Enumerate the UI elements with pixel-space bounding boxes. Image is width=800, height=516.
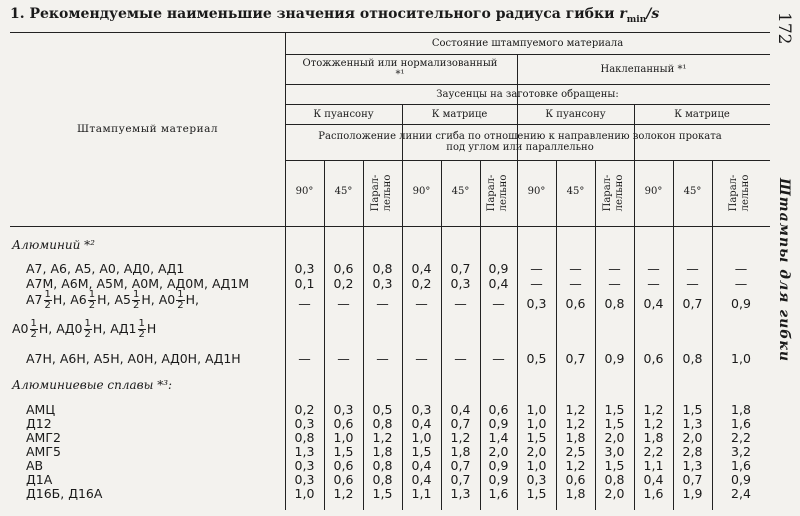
half-fraction — [138, 319, 146, 340]
table-cell: 1,0 — [294, 486, 315, 501]
table-cell: 1,9 — [682, 486, 703, 501]
table-cell: 0,8 — [372, 416, 393, 431]
table-cell: 0,3 — [450, 276, 471, 291]
angle-header-45: 45° — [566, 185, 585, 197]
table-cell: 0,5 — [372, 402, 393, 417]
table-cell: 3,0 — [604, 444, 625, 459]
fraction-denominator: 2 — [138, 329, 145, 340]
table-cell: — — [530, 261, 543, 276]
table-cell: 1,5 — [526, 430, 547, 445]
table-cell: 0,9 — [488, 261, 509, 276]
table-cell: 0,3 — [333, 402, 354, 417]
row-label-part: Н, А6 — [52, 292, 87, 307]
half-fraction — [84, 319, 92, 340]
table-cell: 0,7 — [682, 472, 703, 487]
fraction-numerator: 1 — [30, 318, 37, 329]
table-cell: — — [492, 296, 505, 311]
fraction-numerator: 1 — [132, 289, 140, 300]
table-cell: 2,2 — [643, 444, 664, 459]
to-die-header-a: К матрице — [431, 108, 488, 120]
table-cell: — — [454, 351, 467, 366]
angle-header-45: 45° — [451, 185, 470, 197]
table-cell: 2,0 — [682, 430, 703, 445]
table-cell: 0,6 — [565, 296, 586, 311]
fraction-numerator: 1 — [88, 289, 96, 300]
running-header: Штампы для гибки — [776, 178, 792, 363]
half-fraction — [132, 290, 140, 311]
table-cell: 0,9 — [488, 416, 509, 431]
table-cell: 0,6 — [643, 351, 664, 366]
to-die-header-b: К матрице — [674, 108, 730, 120]
table-cell: — — [686, 276, 699, 291]
table-cell: — — [647, 261, 660, 276]
row-label: АМГ2 — [26, 430, 61, 445]
table-cell: 1,5 — [526, 486, 547, 501]
angle-header-parallel: Парал- лельно — [601, 174, 625, 212]
table-cell: — — [647, 276, 660, 291]
table-cell: 2,4 — [731, 486, 751, 501]
table-cell: 0,2 — [333, 276, 354, 291]
table-cell: 0,7 — [682, 296, 703, 311]
table-cell: 0,3 — [526, 296, 547, 311]
table-cell: 1,0 — [333, 430, 354, 445]
fraction-denominator: 2 — [177, 300, 184, 311]
work-hardened-header: Наклепанный *¹ — [600, 63, 687, 75]
table-cell: 0,9 — [488, 472, 509, 487]
table-cell: 1,4 — [488, 430, 509, 445]
fraction-numerator: 1 — [84, 318, 91, 329]
fraction-denominator: 2 — [88, 300, 96, 311]
table-cell: 1,0 — [731, 351, 751, 366]
table-cell: 1,2 — [643, 402, 664, 417]
table-cell: 0,3 — [294, 472, 315, 487]
table-cell: 1,1 — [411, 486, 432, 501]
table-cell: 0,9 — [731, 296, 751, 311]
angle-header-90: 90° — [644, 185, 663, 197]
row-label-part: Н, АД0 — [38, 321, 83, 336]
header-rule-5 — [285, 160, 770, 161]
table-cell: 0,3 — [411, 402, 432, 417]
row-label: АМЦ — [26, 402, 56, 417]
table-cell: 1,5 — [682, 402, 703, 417]
angle-header-parallel: Парал- лельно — [369, 174, 393, 212]
table-cell: 0,6 — [565, 472, 586, 487]
table-cell: 0,6 — [333, 472, 354, 487]
row-label-part: Н, А0 — [141, 292, 176, 307]
table-cell: 0,8 — [682, 351, 703, 366]
table-cell: 1,2 — [372, 430, 393, 445]
table-cell: 0,1 — [294, 276, 315, 291]
material-column-header: Штампуемый материал — [76, 122, 219, 135]
table-cell: 1,5 — [604, 402, 625, 417]
table-cell: 1,2 — [450, 430, 471, 445]
fraction-numerator: 1 — [44, 289, 51, 300]
table-cell: 1,5 — [333, 444, 354, 459]
bend-line-header: Расположение линии сгиба по отношению к направлению волокон проката под углом или параллельно — [318, 131, 722, 153]
table-cell: 1,3 — [682, 416, 703, 431]
page-number: 172 — [774, 12, 794, 45]
table-cell: — — [415, 351, 428, 366]
table-cell: 1,2 — [333, 486, 354, 501]
table-cell: — — [686, 261, 699, 276]
table-cell: — — [376, 296, 389, 311]
row-label: Д12 — [26, 416, 52, 431]
table-cell: — — [492, 351, 505, 366]
header-bottom-rule — [10, 226, 770, 227]
group-label-alloys: Алюминиевые сплавы *³: — [12, 378, 173, 392]
table-cell: — — [298, 351, 311, 366]
fraction-denominator: 2 — [132, 300, 140, 311]
angle-header-90: 90° — [412, 185, 431, 197]
angle-header-90: 90° — [295, 185, 314, 197]
table-cell: 1,5 — [604, 458, 625, 473]
table-cell: 0,3 — [294, 458, 315, 473]
row-label: Д16Б, Д16А — [26, 486, 103, 501]
table-cell: 1,8 — [731, 402, 751, 417]
table-cell: — — [298, 296, 311, 311]
table-cell: 0,8 — [372, 472, 393, 487]
table-cell: 1,0 — [411, 430, 432, 445]
row-label: АВ — [26, 458, 44, 473]
table-cell: 1,2 — [565, 458, 586, 473]
table-cell: 1,0 — [526, 458, 547, 473]
half-fraction — [44, 290, 52, 311]
table-cell: 1,8 — [643, 430, 664, 445]
table-cell: — — [376, 351, 389, 366]
table-cell: 0,9 — [731, 472, 751, 487]
table-cell: 2,0 — [488, 444, 509, 459]
row-label: А7М, А6М, А5М, А0М, АД0М, АД1М — [26, 276, 249, 291]
row-label-part: Н, — [185, 292, 199, 307]
table-cell: 1,3 — [450, 486, 471, 501]
table-cell: 2,2 — [731, 430, 751, 445]
fraction-numerator: 1 — [138, 318, 145, 329]
table-cell: 0,7 — [450, 416, 471, 431]
table-cell: — — [608, 276, 621, 291]
table-cell: 0,8 — [372, 458, 393, 473]
table-cell: 0,4 — [450, 402, 471, 417]
half-fraction — [88, 290, 96, 311]
table-cell: 0,4 — [411, 261, 432, 276]
row-label: АМГ5 — [26, 444, 61, 459]
row-label-part: Н, А5 — [97, 292, 131, 307]
row-label — [12, 319, 156, 340]
table-cell: 1,8 — [372, 444, 393, 459]
table-cell: 2,5 — [565, 444, 586, 459]
angle-header-45: 45° — [334, 185, 353, 197]
table-cell: 0,6 — [333, 458, 354, 473]
table-cell: 0,8 — [604, 296, 625, 311]
table-title: 1. Рекомендуемые наименьшие значения относительного радиуса гибки $r_{min}/s$ — [10, 6, 660, 25]
table-cell: 1,2 — [565, 402, 586, 417]
table-cell: 1,2 — [565, 416, 586, 431]
table-cell: 0,6 — [488, 402, 509, 417]
fraction-numerator: 1 — [177, 289, 184, 300]
angle-header-90: 90° — [527, 185, 546, 197]
table-cell: 1,8 — [450, 444, 471, 459]
fraction-denominator: 2 — [30, 329, 37, 340]
table-cell: 0,9 — [604, 351, 625, 366]
row-label: А7Н, А6Н, А5Н, А0Н, АД0Н, АД1Н — [26, 351, 241, 366]
burrs-header: Заусенцы на заготовке обращены: — [436, 88, 619, 100]
row-label-part: Н, АД1 — [92, 321, 137, 336]
table-cell: 1,3 — [682, 458, 703, 473]
table-cell: 0,5 — [526, 351, 547, 366]
angle-header-45: 45° — [683, 185, 702, 197]
table-cell: 1,3 — [294, 444, 315, 459]
angle-header-parallel: Парал- лельно — [728, 174, 751, 212]
table-cell: 0,7 — [450, 458, 471, 473]
table-cell: 0,7 — [565, 351, 586, 366]
row-label-part: Н — [146, 321, 157, 336]
angle-header-parallel: Парал- лельно — [485, 174, 509, 212]
table-cell: 0,3 — [372, 276, 393, 291]
table-cell: 0,7 — [450, 261, 471, 276]
state-header: Состояние штампуемого материала — [431, 37, 624, 49]
fraction-denominator: 2 — [84, 329, 91, 340]
table-cell: 1,5 — [372, 486, 393, 501]
to-punch-header-b: К пуансону — [545, 108, 606, 120]
table-cell: — — [415, 296, 428, 311]
table-cell: 1,6 — [488, 486, 509, 501]
row-label-part: А7 — [26, 292, 43, 307]
table-cell: — — [337, 296, 350, 311]
table-cell: 0,4 — [643, 296, 664, 311]
table-cell: 0,3 — [294, 416, 315, 431]
table-cell: 0,2 — [294, 402, 315, 417]
table-cell: 1,1 — [643, 458, 664, 473]
fraction-denominator: 2 — [44, 300, 51, 311]
table-cell: 0,8 — [604, 472, 625, 487]
row-label-part: А0 — [12, 321, 29, 336]
table-cell: — — [734, 261, 748, 276]
group-label-aluminium: Алюминий *² — [12, 238, 95, 252]
table-cell: 1,0 — [526, 416, 547, 431]
row-label — [26, 290, 199, 311]
table-cell: 1,5 — [604, 416, 625, 431]
table-cell: 0,4 — [411, 458, 432, 473]
table-cell: — — [454, 296, 467, 311]
table-cell: 0,7 — [450, 472, 471, 487]
table-cell: 0,6 — [333, 261, 354, 276]
table-cell: 0,8 — [294, 430, 315, 445]
row-label: А7, А6, А5, А0, АД0, АД1 — [26, 261, 185, 276]
table-cell: — — [337, 351, 350, 366]
table-cell: 0,4 — [643, 472, 664, 487]
table-cell: — — [608, 261, 621, 276]
table-cell: 0,8 — [372, 261, 393, 276]
to-punch-header-a: К пуансону — [313, 108, 374, 120]
table-cell: 1,5 — [411, 444, 432, 459]
half-fraction — [176, 290, 184, 311]
table-cell: 0,2 — [411, 276, 432, 291]
table-cell: — — [530, 276, 543, 291]
table-cell: 1,6 — [643, 486, 664, 501]
table-cell: — — [569, 261, 582, 276]
table-cell: 2,0 — [604, 486, 625, 501]
table-cell: 1,6 — [731, 416, 751, 431]
table-cell: 1,8 — [565, 430, 586, 445]
table-cell: 1,2 — [643, 416, 664, 431]
table-cell: 2,0 — [526, 444, 547, 459]
table-cell: 0,3 — [294, 261, 315, 276]
table-cell: — — [569, 276, 582, 291]
table-cell: 2,0 — [604, 430, 625, 445]
table-cell: 2,8 — [682, 444, 703, 459]
table-cell: 0,3 — [526, 472, 547, 487]
annealed-header: Отожженный или нормализованный *¹ — [302, 58, 498, 80]
table-cell: 0,4 — [411, 472, 432, 487]
table-cell: 0,6 — [333, 416, 354, 431]
table-cell: 1,8 — [565, 486, 586, 501]
table-cell: 0,9 — [488, 458, 509, 473]
table-cell: — — [734, 276, 748, 291]
row-label: Д1А — [26, 472, 53, 487]
half-fraction — [30, 319, 38, 340]
table-cell: 1,0 — [526, 402, 547, 417]
table-cell: 1,6 — [731, 458, 751, 473]
table-cell: 0,4 — [411, 416, 432, 431]
table-cell: 0,4 — [488, 276, 509, 291]
table-cell: 3,2 — [731, 444, 751, 459]
